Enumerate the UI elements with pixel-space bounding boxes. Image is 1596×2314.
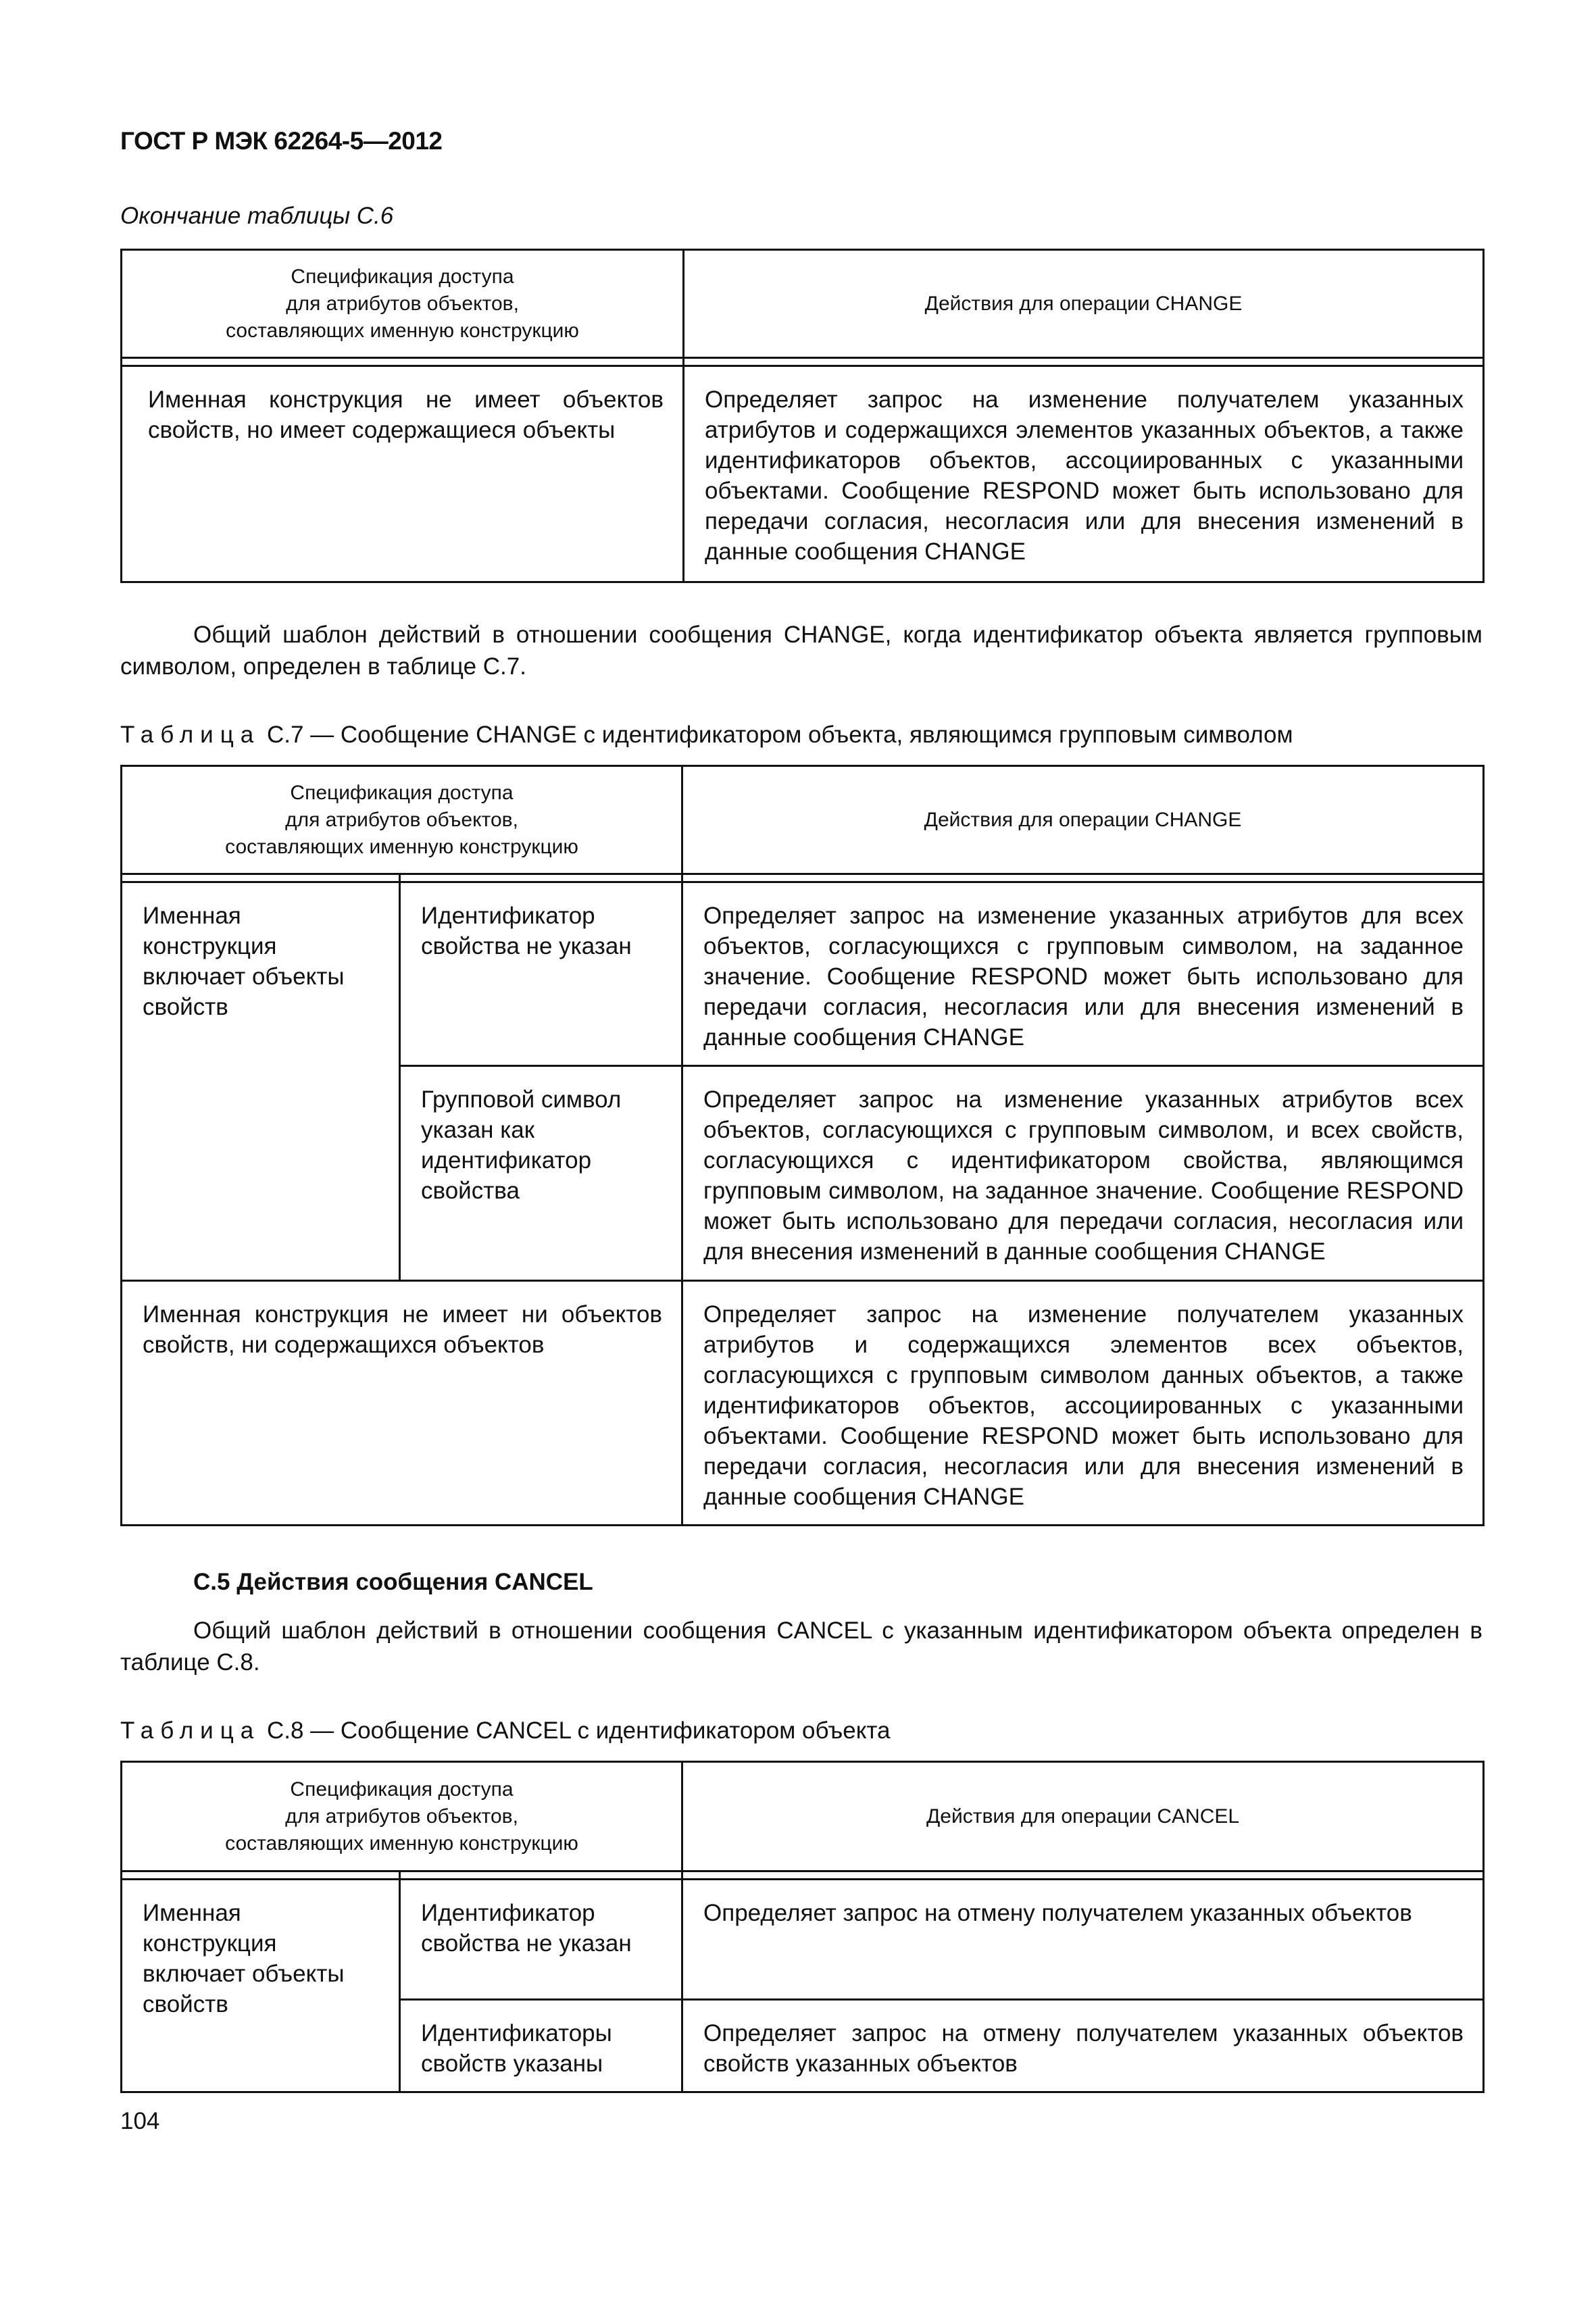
header-change-actions: Действия для операции CHANGE: [684, 250, 1484, 358]
table-c7: [120, 765, 1485, 1526]
table-sub-label: Идентификатор свойства не указан: [400, 882, 682, 1066]
table-row-description: Определяет запрос на изменение указанных атрибутов для всех объектов, согласующихся с групповым символом, на заданное значение. Сообщение RESPOND может быть использовано для передачи согласия, несогласия или для внесения изменений в данные сообщения CHANGE: [682, 882, 1484, 1066]
page-number: 104: [120, 2108, 160, 2134]
header-change-actions: Действия для операции CHANGE: [682, 766, 1484, 874]
table-row-description: Определяет запрос на изменение получателем указанных атрибутов и содержащихся элементов всех объектов, согласующихся с групповым символом данных объектов, а также идентификаторов объектов, ассоциированных с указанными объектами. Сообщение RESPOND может быть использовано для передачи согласия, несогласия или для внесения изменений в данные сообщения CHANGE: [682, 1281, 1484, 1526]
standard-title: ГОСТ Р МЭК 62264-5—2012: [120, 127, 443, 155]
table-row-label: Именная конструкция не имеет ни объектов свойств, ни содержащихся объектов: [122, 1281, 682, 1526]
table-c6-end: [120, 249, 1485, 583]
section-heading-c5: С.5 Действия сообщения CANCEL: [193, 1569, 593, 1595]
table-c7-caption: Таблица С.7 — Сообщение CHANGE с идентификатором объекта, являющимся групповым символом: [120, 722, 1293, 748]
paragraph-c5: Общий шаблон действий в отношении сообщения CANCEL с указанным идентификатором объекта определен в таблице С.8.: [120, 1617, 1482, 1676]
table-row-description: Определяет запрос на отмену получателем указанных объектов: [682, 1880, 1484, 2000]
header-access-spec: Спецификация доступа для атрибутов объектов, составляющих именную конструкцию: [122, 766, 682, 874]
table-group-label: Именная конструкция включает объекты свойств: [122, 882, 400, 1281]
header-access-spec: Спецификация доступа для атрибутов объектов, составляющих именную конструкцию: [122, 1762, 682, 1871]
table-sub-label: Групповой символ указан как идентификатор свойства: [400, 1066, 682, 1281]
table-row-description: Определяет запрос на изменение получателем указанных атрибутов и содержащихся элементов указанных объектов, а также идентификаторов объектов, ассоциированных с указанными объектами. Сообщение RESPOND может быть использовано для передачи согласия, несогласия или для внесения изменений в данные сообщения CHANGE: [684, 366, 1484, 582]
table-row-description: Определяет запрос на изменение указанных атрибутов всех объектов, согласующихся с групповым символом, и всех свойств, согласующихся с идентификатором свойства, являющимся групповым символом, на заданное значение. Сообщение RESPOND может быть использовано для передачи согласия, несогласия или для внесения изменений в данные сообщения CHANGE: [682, 1066, 1484, 1281]
table-sub-label: Идентификатор свойства не указан: [400, 1880, 682, 2000]
header-cancel-actions: Действия для операции CANCEL: [682, 1762, 1484, 1871]
table-row-description: Определяет запрос на отмену получателем указанных объектов свойств указанных объектов: [682, 2000, 1484, 2092]
table-row-label: Именная конструкция не имеет объектов свойств, но имеет содержащиеся объекты: [122, 366, 684, 582]
header-access-spec: Спецификация доступа для атрибутов объектов, составляющих именную конструкцию: [122, 250, 684, 358]
table-sub-label: Идентификаторы свойств указаны: [400, 2000, 682, 2092]
table-group-label: Именная конструкция включает объекты свойств: [122, 1880, 400, 2092]
paragraph-c7-intro: Общий шаблон действий в отношении сообщения CHANGE, когда идентификатор объекта является групповым символом, определен в таблице С.7.: [120, 622, 1482, 680]
table-c8: [120, 1761, 1485, 2093]
table-continuation-caption: Окончание таблицы С.6: [120, 203, 394, 229]
table-c8-caption: Таблица С.8 — Сообщение CANCEL с идентификатором объекта: [120, 1717, 891, 1744]
